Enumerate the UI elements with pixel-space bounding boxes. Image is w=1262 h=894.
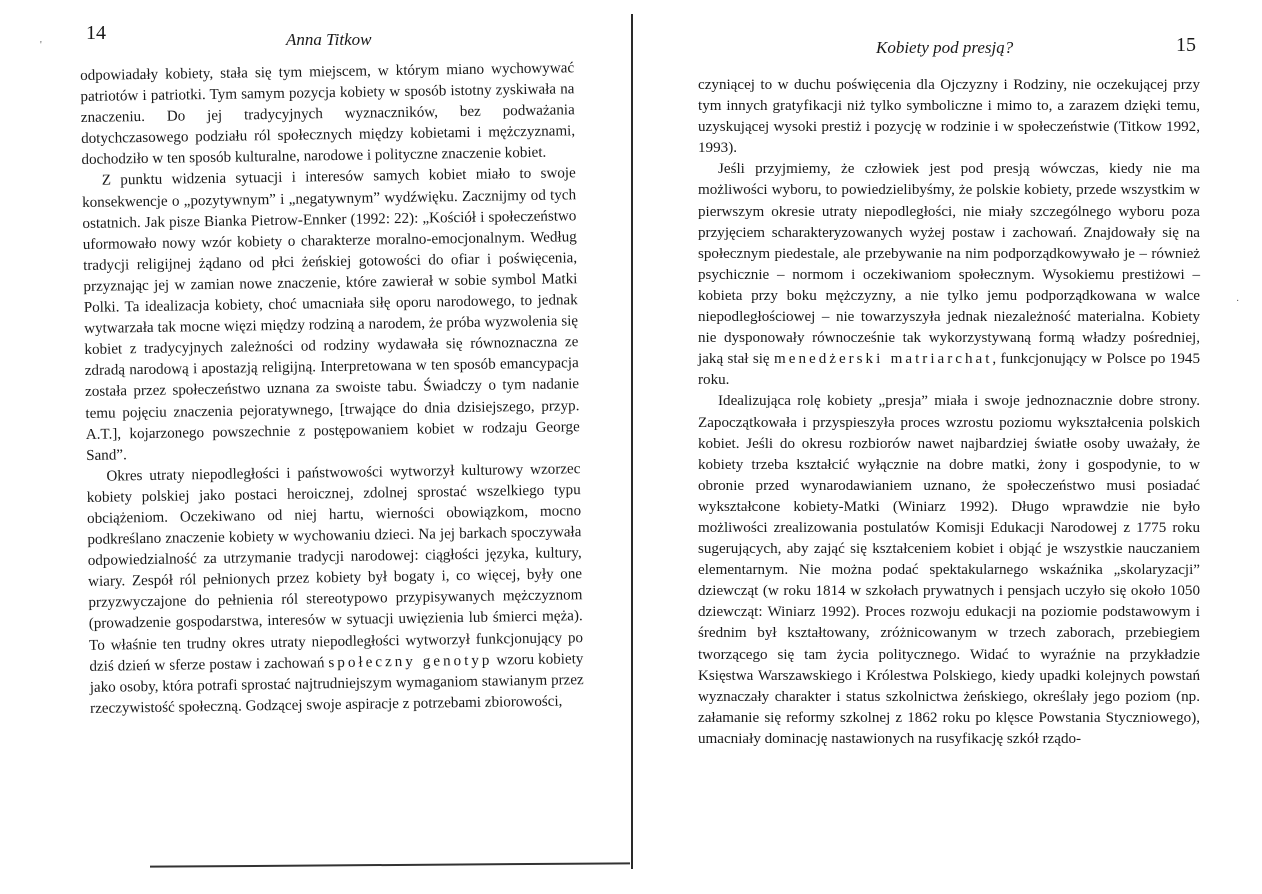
left-paragraph-2: Z punktu widzenia sytuacji i interesów samych kobiet miało to swoje konsekwencje o „pozytywnym” i „negatywnym” wydźwięku. Zacznijmy od tych ostatnich. Jak pisze Bianka Pietrow-Ennker (1992: 22): „Kościół i społeczeństwo uformowało nowy wzór kobiety o charakterze moralno-emocjonalnym. Według tradycji religijnej żądano od płci żeńskiej gotowości do ofiar i poświęcenia, przyznając jej w zamian nowe znaczenie, które zawierał w sobie symbol Matki Polki. Ta idealizacja kobiety, choć umacniała siłę oporu narodowego, to jednak wytwarzała tak mocne więzi między rodziną a narodem, że próba wyzwolenia się kobiet z tradycyjnych zależności od rodziny wydawała się równoznaczna ze zdradą narodową i apostazją religijną. Interpretowana w ten sposób emancypacja została przez społeczeństwo uznana za swoiste tabu. Świadczy o tym nadanie temu pojęciu znaczenia pejoratywnego, [trwające do dnia dzisiejszego, przyp. A.T.], kojarzonego powszechnie z postępowaniem kobiet w rodzaju George Sand”. [82, 165, 580, 464]
spaced-term-genotyp: społeczny genotyp [328, 652, 493, 671]
margin-mark-right: · [1236, 296, 1240, 307]
right-paragraph-3: Idealizująca rolę kobiety „presja” miała i swoje jednoznacznie dobre strony. Zapoczątkowała i przyspieszyła proces wzrostu poziomu wykształcenia polskich kobiet. Jeśli do okresu rozbiorów nawet najbardziej światłe osoby uważały, że kobiety trzeba kształcić wyłącznie na dobre matki, żony i gospodynie, to w obronie przed wynarodawianiem uznano, że społeczeństwo musi posiadać wykształcone kobiety-Matki (Winiarz 1992). Długo wprawdzie nie było możliwości zrealizowania postulatów Komisji Edukacji Narodowej z 1775 roku sugerujących, aby zająć się kształceniem kobiet i objąć je wszystkie nauczaniem elementarnym. Nie można podać spektakularnego wskaźnika „skolaryzacji” dziewcząt (w roku 1814 w szkołach prywatnych i pensjach uczyło się około 1050 dziewcząt: Winiarz 1992). Proces rozwoju edukacji na poziomie podstawowym i średnim był kształtowany, zróżnicowanym w trzech zaborach, przebiegiem tworzącego się tam życia politycznego. Widać to wyraźnie na przykładzie Księstwa Warszawskiego i Królestwa Polskiego, kiedy upadki kolejnych powstań wyznaczały charakter i status szkolnictwa żeńskiego, określały jego poziom (np. załamanie się reformy szkolnej z 1862 roku po klęsce Powstania Styczniowego), umacniały dominację nastawionych na rusyfikację szkół rządo- [698, 393, 1200, 747]
left-paragraph-3 [86, 459, 584, 720]
left-paragraph-3-tail: wzoru kobiety jako osoby, która potrafi sprostać najtrudniejszym wymaganiom stawianym przez rzeczywistość społeczną. Godzącej swoje aspiracje z potrzebami zbiorowości, [89, 650, 584, 717]
left-paragraph-3-text: Okres utraty niepodległości i państwowości wytworzył kulturowy wzorzec kobiety polskiej jako postaci heroicznej, zdolnej sprostać wszelkiego typu obciążeniom. Oczekiwano od niej hartu, wierności obowiązkom, mocno podkreślano znaczenie kobiety w wychowaniu dzieci. Na jej barkach spoczywała odpowiedzialność za utrzymanie tradycji narodowej: ciągłości języka, kultury, wiary. Zespół ról pełnionych przez kobiety był bogaty i, co więcej, były one przyzwyczajone do pełnienia ról stereotypowo przypisywanych mężczyznom (prowadzenie gospodarstwa, interesów w sytuacji uwięzienia lub śmierci męża). To właśnie ten trudny okres utraty niepodległości wytworzył funkcjonujący po dziś dzień w sferze postaw i zachowań [86, 460, 584, 675]
left-bottom-rule [150, 862, 630, 867]
page-gutter [631, 14, 633, 869]
right-paragraph-2 [698, 159, 1200, 391]
right-paragraph-2-tail: , funkcjonujący w Polsce po 1945 roku. [698, 351, 1200, 389]
right-paragraph-2-text: Jeśli przyjmiemy, że człowiek jest pod presją wówczas, kiedy nie ma możliwości wyboru, to powiedzielibyśmy, że polskie kobiety, przede wszystkim w pierwszym okresie utraty niepodległości, nie miały szczególnego wyboru poza przyjęciem scharakteryzowanych wyżej postaw i zachowań. Znajdowały się na społecznym piedestale, ale przebywanie na nim podporządkowywało je – również psychicznie – normom i oczekiwaniom społecznym. Wysokiemu prestiżowi – kobieta przy boku mężczyzny, a nie tylko jemu podporządkowana w walce niepodległościowej – nie towarzyszyła jednak niezależność materialna. Kobiety nie dysponowały równocześnie tak wykorzystywaną formą władzy pośredniej, jaką stał się [698, 161, 1200, 368]
right-running-head: Kobiety pod presją? [876, 38, 1014, 57]
left-page-number: 14 [86, 22, 106, 44]
spaced-term-matriarchat: menedżerski matriarchat [774, 351, 993, 368]
left-body-text [80, 58, 584, 720]
left-paragraph-1: odpowiadały kobiety, stała się tym miejscem, w którym miano wychowywać patriotów i patriotki. Tym samym pozycja kobiety w sposób istotny zyskiwała na znaczeniu. Do jej tradycyjnych wyznaczników, bez podważania dotychczasowego podziału ról społecznych między kobietami i mężczyznami, dochodziło w ten sposób kulturalne, narodowe i polityczne znaczenie kobiet. [80, 60, 576, 169]
left-running-head: Anna Titkow [286, 30, 372, 49]
margin-mark-left: ' [40, 40, 42, 51]
right-body-text [698, 75, 1200, 750]
right-paragraph-1: czyniącej to w duchu poświęcenia dla Ojczyzny i Rodziny, nie oczekującej przy tym innych gratyfikacji niż tylko symboliczne i mimo to, a zarazem dzięki temu, uzyskującej wysoki prestiż i pozycję w rodzinie i w społeczeństwie (Titkow 1992, 1993). [698, 77, 1200, 157]
right-page [636, 0, 1262, 894]
right-page-number: 15 [1176, 34, 1196, 56]
